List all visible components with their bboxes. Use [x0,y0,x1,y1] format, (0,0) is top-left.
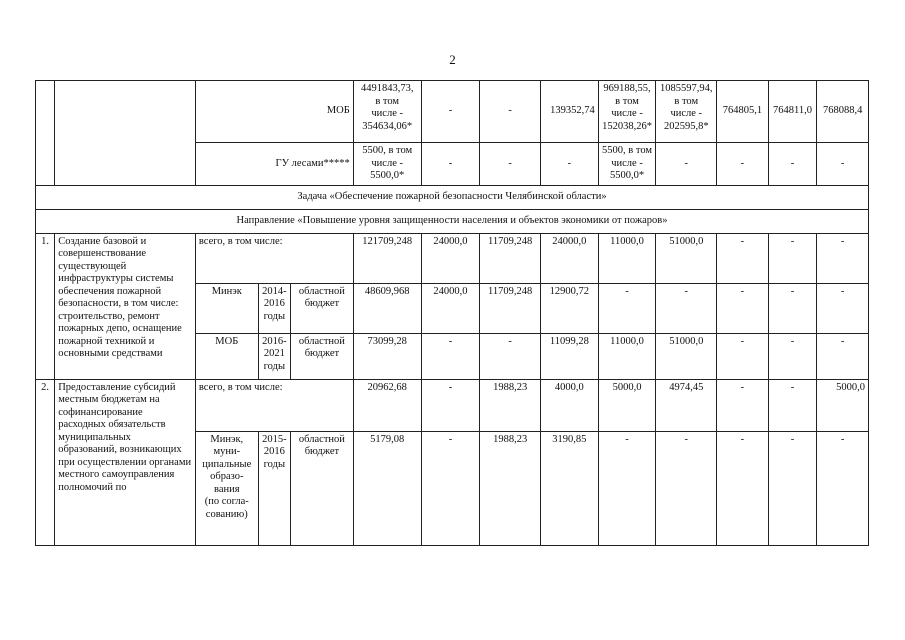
value-cell: 11099,28 [541,333,599,379]
value-cell: - [421,431,480,545]
value-cell: - [817,143,869,186]
org-cell: Минэк, муни- ципальные образо- вания (по согла- сованию) [195,431,258,545]
value-cell: - [717,233,769,283]
org-label: ГУ лесами***** [195,143,353,186]
value-cell: - [817,333,869,379]
source-cell: областной бюджет [291,333,354,379]
value-cell: - [817,233,869,283]
value-cell: 51000,0 [656,233,717,283]
task-row [36,185,869,209]
value-cell: - [480,143,541,186]
org-cell: МОБ [195,333,258,379]
org-cell: Минэк [195,283,258,333]
value-cell: 5500, в том числе - 5500,0* [353,143,421,186]
budget-table [35,80,869,546]
table-row-item2-total [36,379,869,431]
value-cell: - [768,379,817,431]
years-cell: 2014- 2016 годы [258,283,290,333]
total-label: всего, в том числе: [195,379,353,431]
item-description: Предоставление субсидий местным бюджетам на софинансирование расходных обязательств муниципальных образований, возникающих при осуществлении органами местного самоуправления полномочий по [55,379,196,545]
task-title: Задача «Обеспечение пожарной безопасности Челябинской области» [36,185,869,209]
num-cell-empty [36,81,55,186]
value-cell: - [421,333,480,379]
value-cell: 11000,0 [598,333,656,379]
desc-cell-empty [55,81,196,186]
value-cell: - [421,143,480,186]
value-cell: - [817,431,869,545]
value-cell: - [768,431,817,545]
value-cell: 11709,248 [480,283,541,333]
value-cell: 764805,1 [717,81,769,143]
org-label: МОБ [195,81,353,143]
value-cell: - [598,431,656,545]
value-cell: 20962,68 [353,379,421,431]
value-cell: 121709,248 [353,233,421,283]
value-cell: - [768,233,817,283]
value-cell: 24000,0 [541,233,599,283]
value-cell: 1988,23 [480,431,541,545]
value-cell: 11000,0 [598,233,656,283]
value-cell: 5500, в том числе - 5500,0* [598,143,656,186]
page-number: 2 [449,52,456,67]
item-description: Создание базовой и совершенствование существующей инфраструктуры системы обеспечения пожарной безопасности, в том числе: строительство, ремонт пожарных депо, оснащение пожарной техникой и основными средствами [55,233,196,379]
value-cell: - [768,283,817,333]
value-cell: 5179,08 [353,431,421,545]
value-cell: - [656,143,717,186]
value-cell: 5000,0 [598,379,656,431]
value-cell: - [480,333,541,379]
value-cell: - [656,283,717,333]
years-cell: 2015- 2016 годы [258,431,290,545]
value-cell: 24000,0 [421,233,480,283]
item-number: 2. [36,379,55,545]
value-cell: - [717,333,769,379]
source-cell: областной бюджет [291,283,354,333]
table-row-item1-total [36,233,869,283]
value-cell: 3190,85 [541,431,599,545]
total-label: всего, в том числе: [195,233,353,283]
value-cell: 51000,0 [656,333,717,379]
item-number: 1. [36,233,55,379]
value-cell: - [768,333,817,379]
value-cell: 1988,23 [480,379,541,431]
table-row-mob [36,81,869,143]
value-cell: - [421,379,480,431]
value-cell: 4491843,73, в том числе - 354634,06* [353,81,421,143]
value-cell: 12900,72 [541,283,599,333]
value-cell: 4000,0 [541,379,599,431]
value-cell: - [480,81,541,143]
direction-row [36,209,869,233]
source-cell: областной бюджет [291,431,354,545]
value-cell: - [717,379,769,431]
direction-title: Направление «Повышение уровня защищенности населения и объектов экономики от пожаров» [36,209,869,233]
value-cell: - [717,283,769,333]
value-cell: 24000,0 [421,283,480,333]
value-cell: 1085597,94, в том числе - 202595,8* [656,81,717,143]
value-cell: - [541,143,599,186]
value-cell: 11709,248 [480,233,541,283]
value-cell: 764811,0 [768,81,817,143]
value-cell: - [768,143,817,186]
value-cell: - [421,81,480,143]
value-cell: - [717,431,769,545]
value-cell: - [656,431,717,545]
value-cell: - [598,283,656,333]
value-cell: 768088,4 [817,81,869,143]
value-cell: 4974,45 [656,379,717,431]
value-cell: - [717,143,769,186]
value-cell: - [817,283,869,333]
value-cell: 139352,74 [541,81,599,143]
value-cell: 48609,968 [353,283,421,333]
value-cell: 5000,0 [817,379,869,431]
value-cell: 969188,55, в том числе - 152038,26* [598,81,656,143]
years-cell: 2016- 2021 годы [258,333,290,379]
value-cell: 73099,28 [353,333,421,379]
